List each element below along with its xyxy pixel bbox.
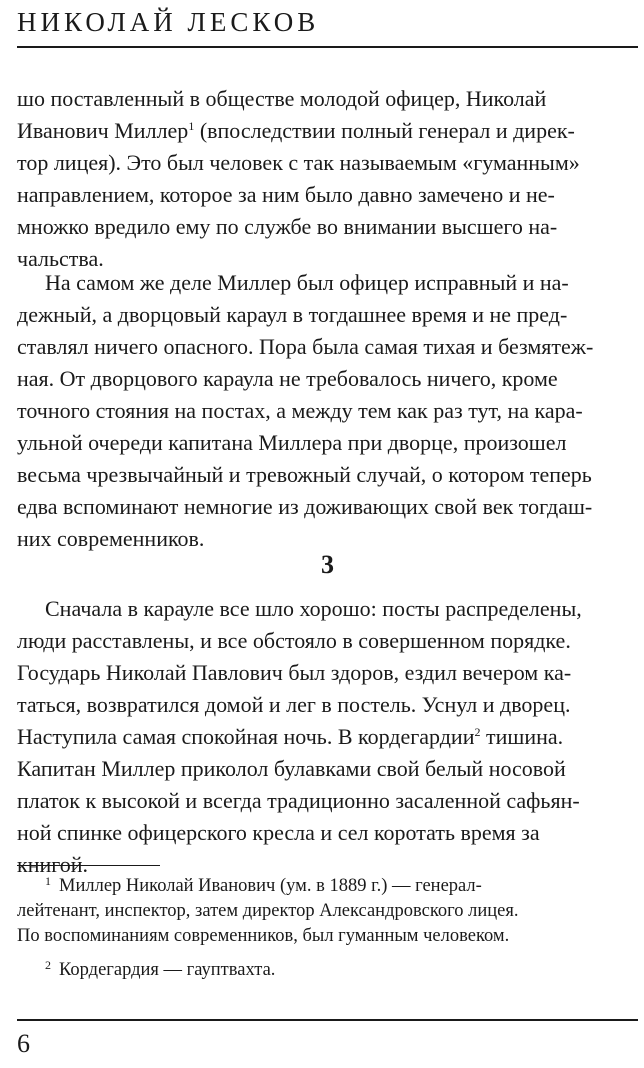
text-line: ставлял ничего опасного. Пора была самая тихая и безмятеж- (17, 334, 594, 359)
footnote-line: Кордегардия — гауптвахта. (59, 960, 276, 980)
chapter-heading: 3 (321, 550, 334, 579)
text-line: весьма чрезвычайный и тревожный случай, о котором теперь (17, 462, 592, 487)
text-line: Сначала в карауле все шло хорошо: посты распределены, (45, 596, 582, 621)
text-line: тор лицея). Это был человек с так называемым «гуманным» (17, 150, 580, 175)
header-rule (17, 46, 638, 48)
text-line: множко вредило ему по службе во внимании высшего на- (17, 214, 558, 239)
text-line: шо поставленный в обществе молодой офицер, Николай (17, 86, 547, 111)
running-title: НИКОЛАЙ ЛЕСКОВ (17, 7, 320, 37)
footnote-2 (17, 958, 635, 983)
text-line: Капитан Миллер приколол булавками свой белый носовой (17, 756, 566, 781)
text-line: На самом же деле Миллер был офицер исправный и на- (45, 270, 569, 295)
footnote-line: Миллер Николай Иванович (ум. в 1889 г.) — генерал- (59, 876, 482, 896)
text-line: Иванович Миллер (17, 118, 189, 143)
text-line: точного стояния на постах, а между тем как раз тут, на кара- (17, 398, 583, 423)
text-line: чальства. (17, 246, 104, 271)
footnote-ref-1[interactable]: 1 (188, 119, 195, 133)
footnote-mark: 2 (45, 958, 51, 972)
text-line: таться, возвратился домой и лег в постель. Уснул и дворец. (17, 692, 571, 717)
text-line: ульной очереди капитана Миллера при дворце, произошел (17, 430, 567, 455)
text-line: люди расставлены, и все обстояло в совершенном порядке. (17, 628, 571, 653)
footnote-line: лейтенант, инспектор, затем директор Александровского лицея. (17, 901, 519, 921)
text-line: Наступила самая спокойная ночь. В кордегардии (17, 724, 475, 749)
paragraph-1 (17, 83, 635, 275)
text-line: ная. От дворцового караула не требовалось ничего, кроме (17, 366, 558, 391)
footnote-1 (17, 874, 635, 949)
text-line: тишина. (480, 724, 564, 749)
footnote-line: По воспоминаниям современников, был гуманным человеком. (17, 926, 510, 946)
footnote-mark: 1 (45, 874, 51, 888)
text-line: Государь Николай Павлович был здоров, ездил вечером ка- (17, 660, 572, 685)
footnote-separator (17, 865, 160, 866)
text-line: (впоследствии полный генерал и дирек- (194, 118, 575, 143)
text-line: них современников. (17, 526, 205, 551)
page-number: 6 (17, 1029, 30, 1058)
footnote-ref-2[interactable]: 2 (474, 725, 481, 739)
paragraph-3 (17, 593, 635, 881)
footer-rule (17, 1019, 638, 1021)
paragraph-2 (17, 267, 635, 555)
text-line: направлением, которое за ним было давно замечено и не- (17, 182, 555, 207)
text-line: книгой. (17, 852, 88, 877)
text-line: едва вспоминают немногие из доживающих свой век тогдаш- (17, 494, 593, 519)
text-line: дежный, а дворцовый караул в тогдашнее время и не пред- (17, 302, 568, 327)
text-line: ной спинке офицерского кресла и сел коротать время за (17, 820, 540, 845)
text-line: платок к высокой и всегда традиционно засаленной сафьян- (17, 788, 580, 813)
footnotes (17, 874, 635, 983)
